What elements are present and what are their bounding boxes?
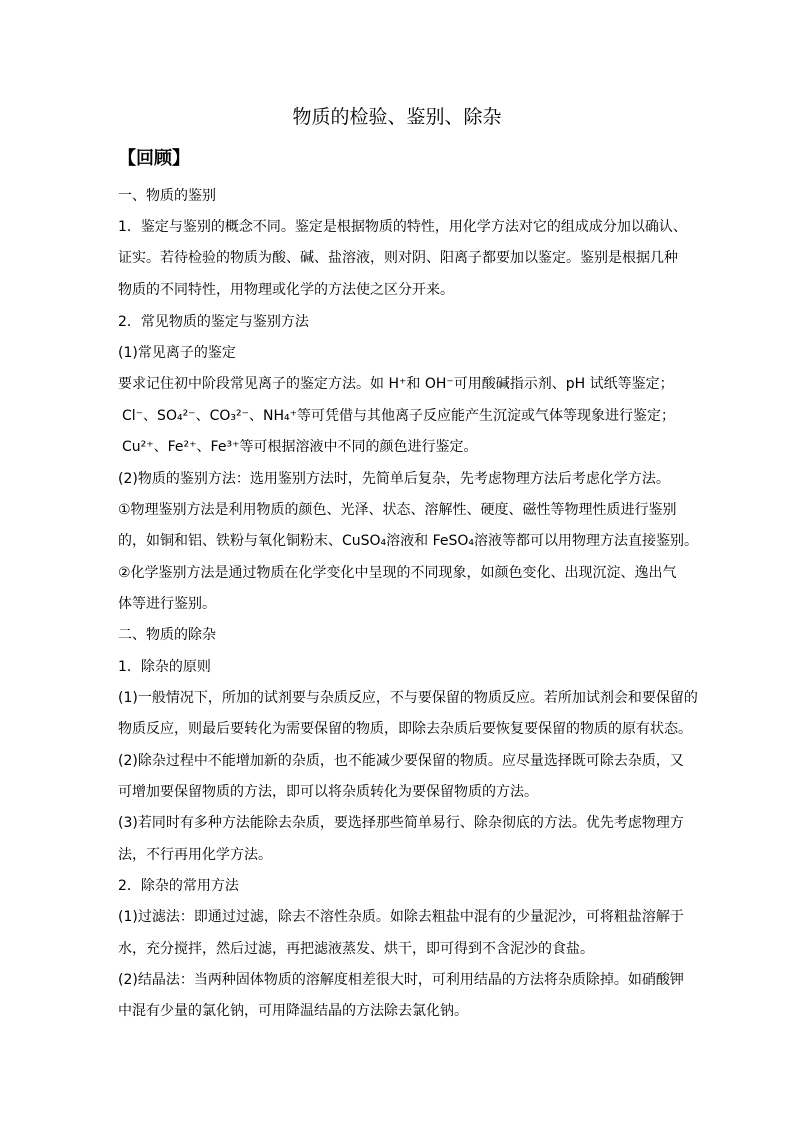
text-line: 水，充分搅拌，然后过滤，再把滤液蒸发、烘干，即可得到不含泥沙的食盐。 [118,941,594,957]
text-line: Cu²⁺、Fe²⁺、Fe³⁺等可根据溶液中不同的颜色进行鉴定。 [122,439,478,455]
text-line: 物质的不同特性，用物理或化学的方法使之区分开来。 [118,282,454,298]
text-line: 证实。若待检验的物质为酸、碱、盐溶液，则对阴、阳离子都要加以鉴定。鉴别是根据几种 [118,250,678,266]
text-line: Cl⁻、SO₄²⁻、CO₃²⁻、NH₄⁺等可凭借与其他离子反应能产生沉淀或气体等现象进行鉴定； [122,408,675,424]
text-line: (2)除杂过程中不能增加新的杂质，也不能减少要保留的物质。应尽量选择既可除去杂质，又 [118,753,684,769]
text-line: 物质反应，则最后要转化为需要保留的物质，即除去杂质后要恢复要保留的物质的原有状态。 [118,721,692,737]
text-line: (2)物质的鉴别方法：选用鉴别方法时，先简单后复杂，先考虑物理方法后考虑化学方法。 [118,471,670,487]
subheading-methods: 2．常见物质的鉴定与鉴别方法 [118,314,309,330]
text-line: (2)结晶法：当两种固体物质的溶解度相差很大时，可利用结晶的方法将杂质除掉。如硝酸钾 [118,972,684,988]
page-title: 物质的检验、鉴别、除杂 [292,106,502,128]
subheading-ions: (1)常见离子的鉴定 [118,345,236,361]
subheading-principles: 1．除杂的原则 [118,659,211,675]
text-line: 法，不行再用化学方法。 [118,847,272,863]
text-line: (1)过滤法：即通过过滤，除去不溶性杂质。如除去粗盐中混有的少量泥沙，可将粗盐溶解于 [118,909,684,925]
text-line: 可增加要保留物质的方法，即可以将杂质转化为要保留物质的方法。 [118,784,538,800]
heading-purification: 二、物质的除杂 [118,627,216,643]
text-line: 中混有少量的氯化钠，可用降温结晶的方法除去氯化钠。 [118,1003,468,1019]
section-heading-review: 【回顾】 [118,148,190,169]
text-line: 体等进行鉴别。 [118,596,216,612]
text-line: ①物理鉴别方法是利用物质的颜色、光泽、状态、溶解性、硬度、磁性等物理性质进行鉴别 [118,502,677,518]
text-line: (3)若同时有多种方法能除去杂质，要选择那些简单易行、除杂彻底的方法。优先考虑物理方 [118,815,684,831]
heading-identification: 一、物质的鉴别 [118,188,216,204]
text-line: 要求记住初中阶段常见离子的鉴定方法。如 H⁺和 OH⁻可用酸碱指示剂、pH 试纸等鉴定； [118,376,674,392]
text-line: 的，如铜和铝、铁粉与氧化铜粉末、CuSO₄溶液和 FeSO₄溶液等都可以用物理方法直接鉴别。 [118,533,699,549]
subheading-common-methods: 2．除杂的常用方法 [118,878,239,894]
text-line: 1．鉴定与鉴别的概念不同。鉴定是根据物质的特性，用化学方法对它的组成成分加以确认、 [118,219,687,235]
text-line: ②化学鉴别方法是通过物质在化学变化中呈现的不同现象，如颜色变化、出现沉淀、逸出气 [118,565,677,581]
text-line: (1)一般情况下，所加的试剂要与杂质反应，不与要保留的物质反应。若所加试剂会和要保留的 [118,690,698,706]
